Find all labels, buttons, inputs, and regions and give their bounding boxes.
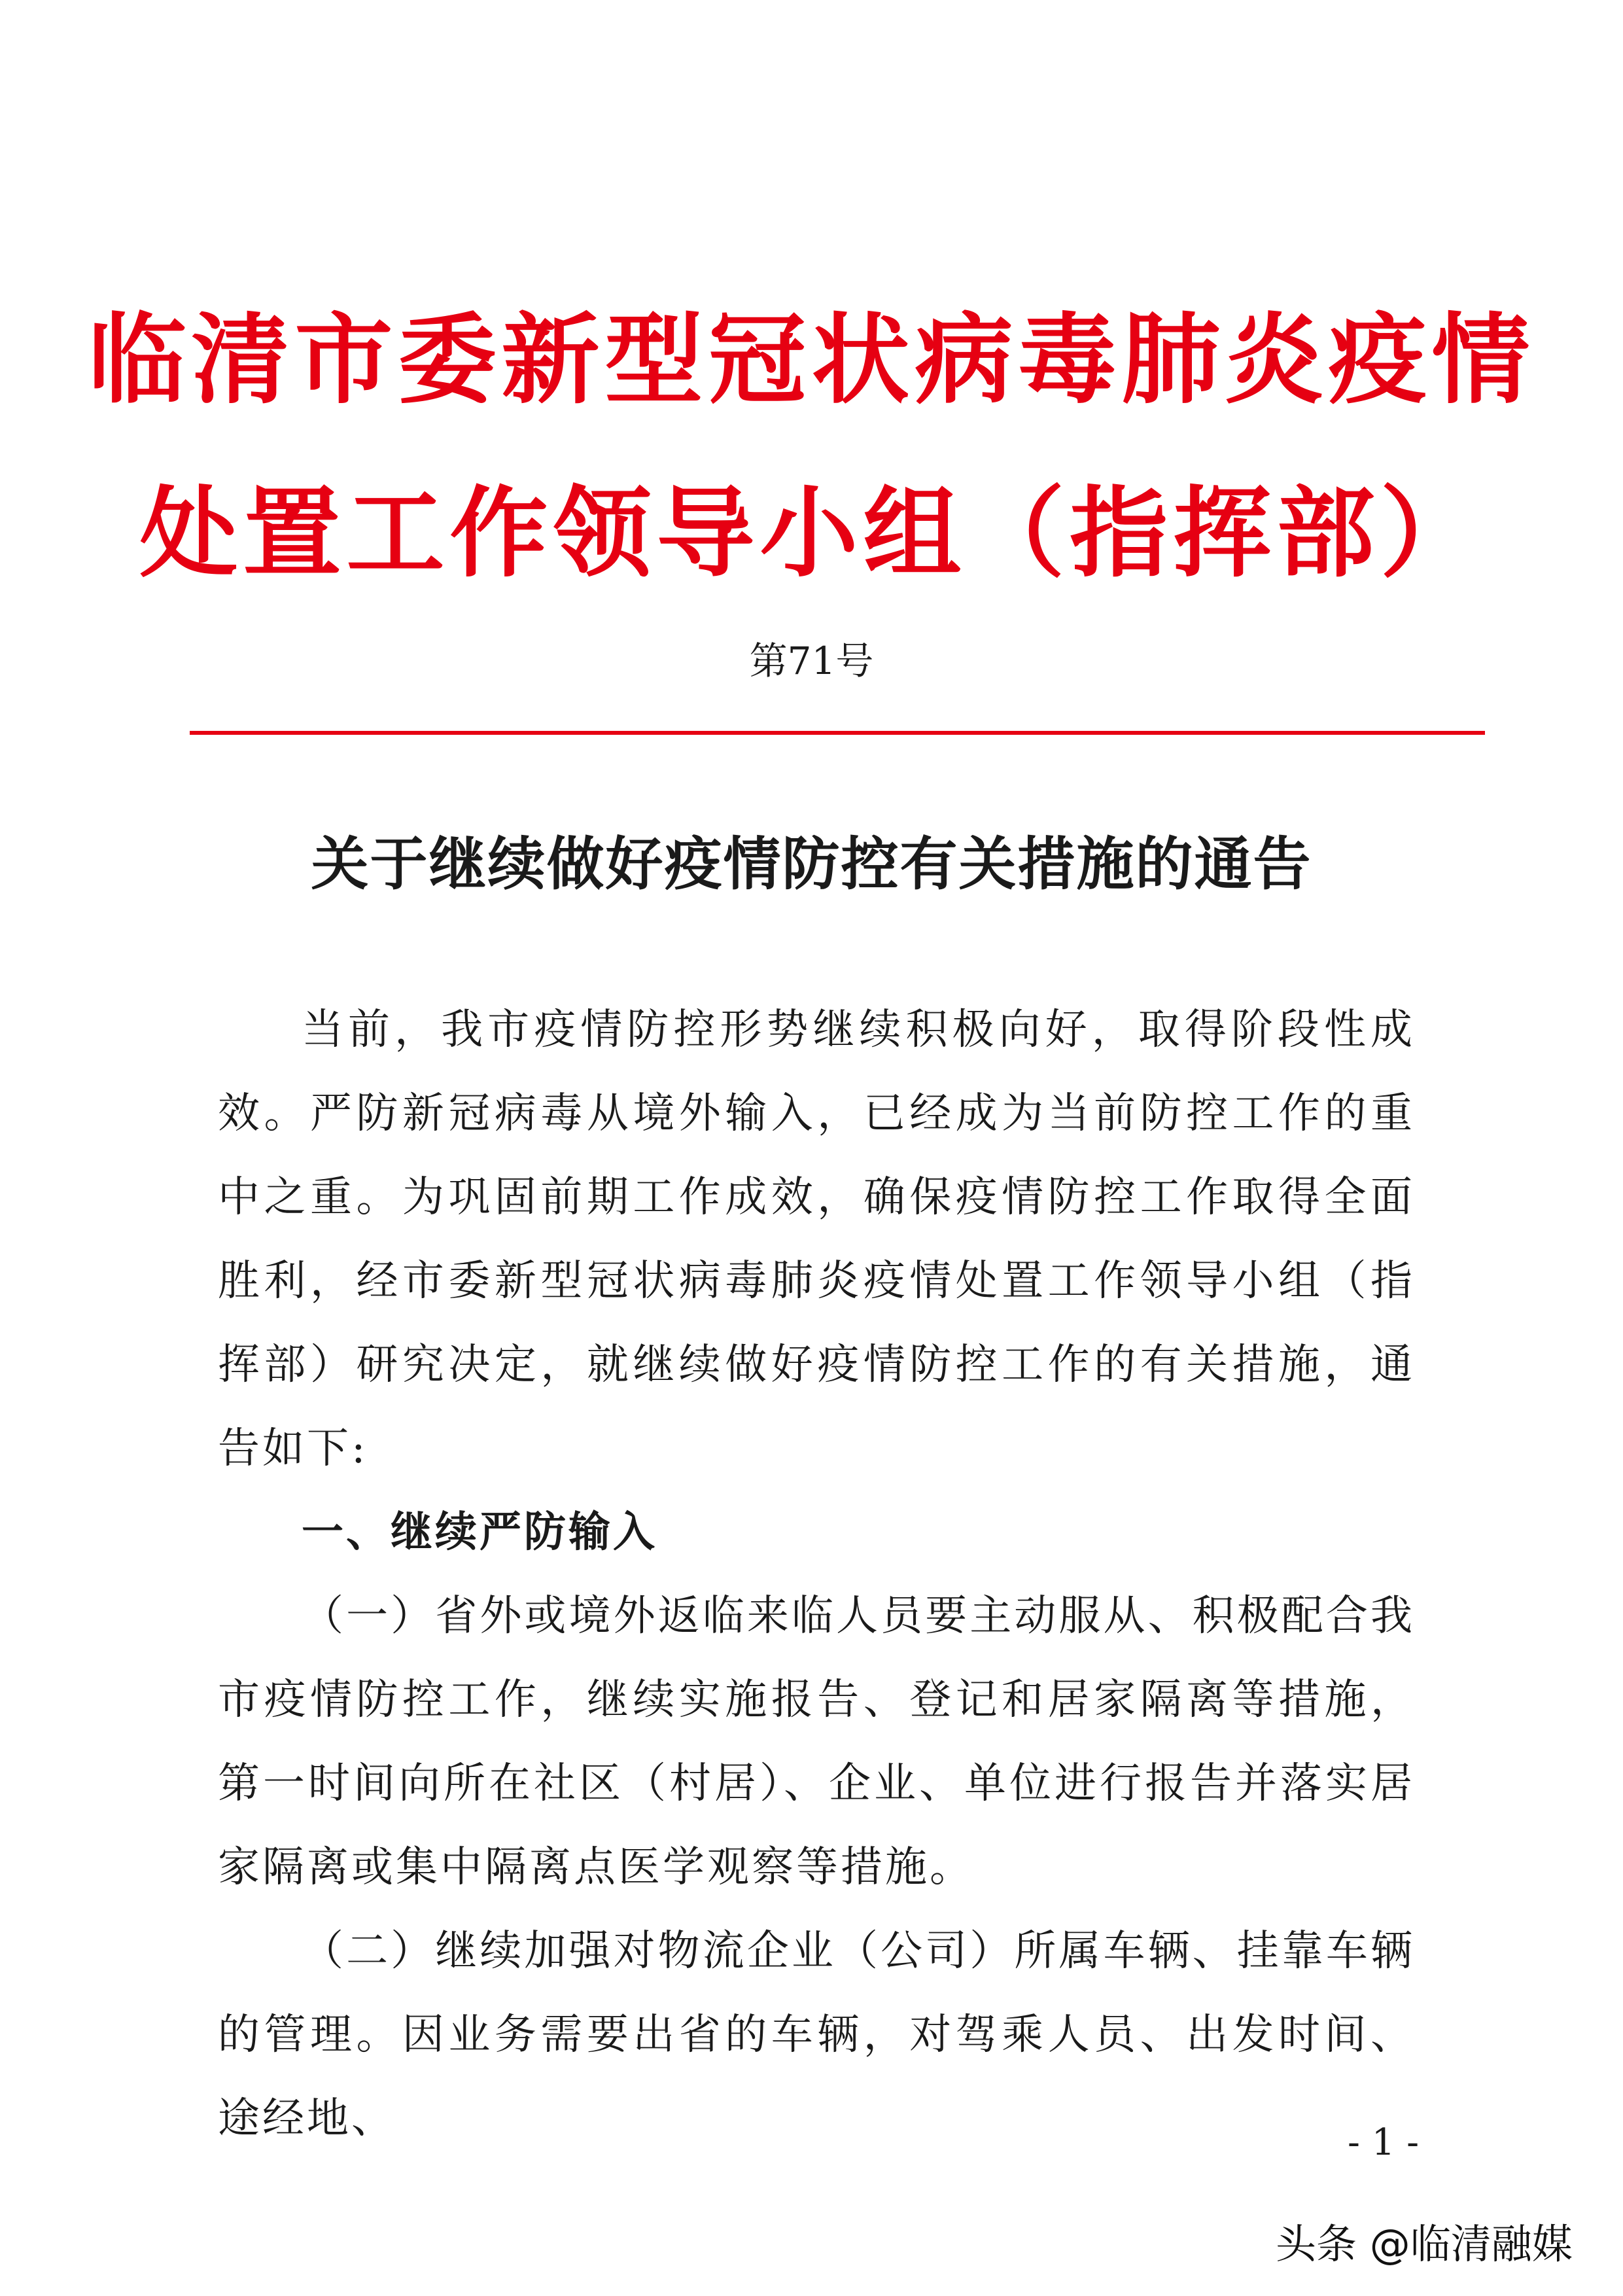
document-header-title-line-2: 处置工作领导小组（指挥部）: [139, 476, 1484, 591]
item-paragraph-1: （一）省外或境外返临来临人员要主动服从、积极配合我市疫情防控工作，继续实施报告、登记和居家隔离等措施，第一时间向所在社区（村居）、企业、单位进行报告并落实居家隔离或集中隔离点医学观察等措施。: [218, 1592, 1415, 1892]
section-heading-1: 一、继续严防输入: [302, 1508, 657, 1557]
red-header-divider: [190, 731, 1485, 735]
document-number: 第71号: [749, 639, 874, 683]
source-watermark: 头条 @临清融媒: [1276, 2220, 1573, 2268]
intro-paragraph: 当前，我市疫情防控形势继续积极向好，取得阶段性成效。严防新冠病毒从境外输入，已经成为当前防控工作的重中之重。为巩固前期工作成效，确保疫情防控工作取得全面胜利，经市委新型冠状病毒肺炎疫情处置工作领导小组（指挥部）研究决定，就继续做好疫情防控工作的有关措施，通告如下:: [218, 1006, 1415, 1473]
page-number: - 1 -: [1348, 2121, 1420, 2164]
document-header-title-line-1: 临清市委新型冠状病毒肺炎疫情: [88, 302, 1535, 417]
item-paragraph-2: （二）继续加强对物流企业（公司）所属车辆、挂靠车辆的管理。因业务需要出省的车辆，对驾乘人员、出发时间、途经地、: [218, 1927, 1415, 2143]
notice-body: [218, 988, 1415, 2161]
notice-title: 关于继续做好疫情防控有关措施的通告: [311, 830, 1312, 898]
